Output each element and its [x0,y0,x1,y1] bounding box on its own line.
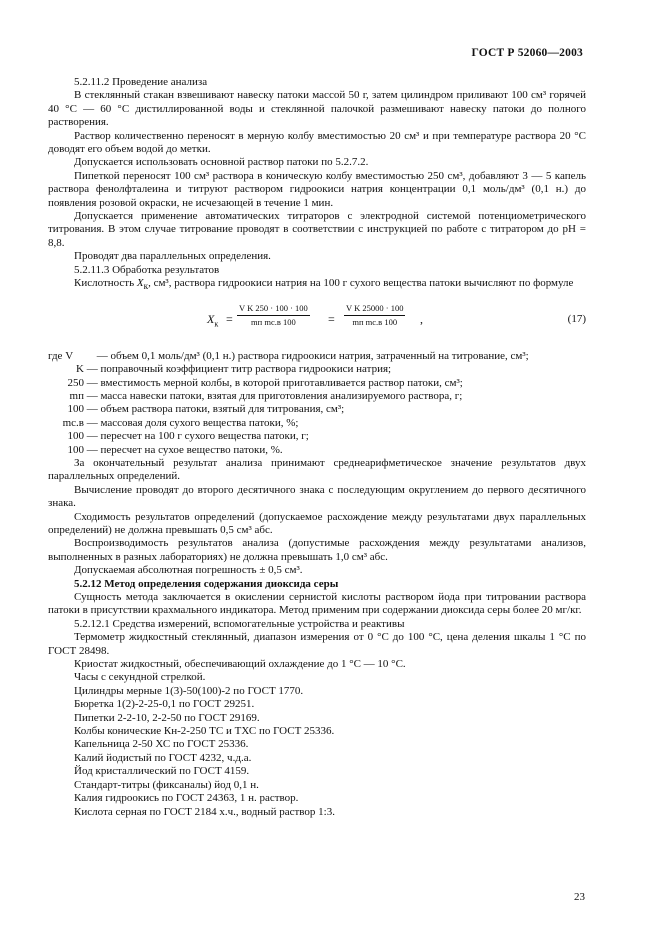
section-5-2-11-2-title: 5.2.11.2 Проведение анализа [74,76,208,88]
list-item: Капельница 2-50 ХС по ГОСТ 25336. [74,738,249,751]
list-item: Криостат жидкостный, обеспечивающий охлаждение до 1 °С — 10 °С. [74,658,406,671]
definition-row: где V — объем 0,1 моль/дм³ (0,1 н.) раствора гидроокиси натрия, затраченный на титрование, см³; [48,349,529,362]
paragraph: Термометр жидкостный стеклянный, диапазон измерения от 0 °С до 100 °С, цена деления шкалы 1 °С по ГОСТ 28498. [48,631,586,657]
definition-row: K — поправочный коэффициент титр раствора гидроокиси натрия; [76,363,392,376]
section-5-2-12-1-title: 5.2.12.1 Средства измерений, вспомогательные устройства и реактивы [74,617,405,630]
paragraph: Сходимость результатов определений (допускаемое расхождение между результатами двух параллельных определений) не должна превышать 0,5 см³ абс. [48,510,586,536]
paragraph: Проводят два параллельных определения. [74,250,271,263]
document-body [48,76,586,819]
paragraph: Допускается применение автоматических титраторов с электродной системой потенциометрического титрования. В этом случае титрование проводят в соответствии с инструкцией по работе с титратором до рН = 8,8. [48,210,586,249]
list-item: Цилиндры мерные 1(3)-50(100)-2 по ГОСТ 1770. [74,684,304,697]
definition-row: 100 — объем раствора патоки, взятый для титрования, см³; [67,403,345,416]
equipment-list [48,658,586,819]
section-5-2-11-3-title: 5.2.11.3 Обработка результатов [74,263,220,276]
standard-code-header: ГОСТ Р 52060—2003 [471,47,583,59]
fraction-1-numerator: V K 250 · 100 · 100 [237,303,310,316]
fraction-2-numerator: V K 25000 · 100 [344,303,405,316]
definition-row: 250 — вместимость мерной колбы, в которой приготавливается раствор патоки, см³; [67,376,463,389]
acidity-subscript: к [143,281,149,292]
definition-row: 100 — пересчет на сухое вещество патоки, %. [67,443,283,456]
paragraph: Допускается использовать основной раствор патоки по 5.2.7.2. [74,156,369,169]
formula-comma: , [420,311,423,326]
list-item: Пипетки 2-2-10, 2-2-50 по ГОСТ 29169. [74,711,260,724]
list-item: Колбы конические Кн-2-250 ТС и ТХС по ГОСТ 25336. [74,725,335,738]
list-item: Часы с секундной стрелкой. [74,671,206,684]
formula-17 [48,300,586,346]
section-5-2-12-title: 5.2.12 Метод определения содержания диоксида серы [74,577,339,590]
page-number: 23 [574,891,585,903]
list-item: Калия гидроокись по ГОСТ 24363, 1 н. раствор. [74,792,299,805]
formula-equals-2: = [328,311,335,326]
list-item: Йод кристаллический по ГОСТ 4159. [74,765,250,778]
formula-fraction-1 [237,303,310,328]
paragraph: Раствор количественно переносят в мерную колбу вместимостью 20 см³ и при температуре раствора 20 °С доводят его объем водой до метки. [48,129,586,156]
paragraph: Пипеткой переносят 100 см³ раствора в коническую колбу вместимостью 250 см³, добавляют 3 — 5 капель раствора фенолфталеина и титруют раствором гидроокиси натрия концентрации 0,1 моль/дм³ (0,1 н.) до появления розовой окраски, не исчезающей в течение 1 мин. [48,169,586,209]
paragraph: Допускаемая абсолютная погрешность ± 0,5 см³. [74,564,303,577]
paragraph: Сущность метода заключается в окислении сернистой кислоты раствором йода при титровании раствора патоки в присутствии крахмального индикатора. Метод применим при содержании диоксида серы более 20 мг/кг. [48,591,586,617]
formula-definitions [48,350,586,457]
fraction-1-denominator: mп mс.в 100 [251,316,296,327]
intro-text-rest: , см³, раствора гидроокиси натрия на 100 г сухого вещества патоки вычисляют по формуле [148,277,574,290]
list-item: Бюретка 1(2)-2-25-0,1 по ГОСТ 29251. [74,698,255,711]
formula-number: (17) [567,312,586,325]
definition-row: mс.в — массовая доля сухого вещества патоки, %; [62,416,299,429]
paragraph: Вычисление проводят до второго десятичного знака с последующим округлением до первого десятичного знака. [48,483,586,510]
paragraph: За окончательный результат анализа принимают среднеарифметическое значение результатов двух параллельных определений. [48,456,586,483]
intro-text: Кислотность [74,277,137,290]
acidity-intro-paragraph [48,277,586,294]
list-item: Стандарт-титры (фиксаналы) йод 0,1 н. [74,778,259,791]
definition-row: mп — масса навески патоки, взятая для приготовления анализируемого раствора, г; [69,389,463,402]
formula-fraction-2 [344,303,405,328]
fraction-2-denominator: mп mс.в 100 [352,316,398,327]
formula-equals-1: = [226,311,233,326]
paragraph: Воспроизводимость результатов анализа (допустимые расхождения между результатами анализов, выполненных в разных лабораториях) не должна превышать 1,0 см³ абс. [48,537,586,563]
acidity-symbol: X [136,277,144,290]
definition-row: 100 — пересчет на 100 г сухого вещества патоки, г; [67,430,309,443]
formula-lhs: $X_к$ [207,311,219,329]
list-item: Кислота серная по ГОСТ 2184 х.ч., водный раствор 1:3. [74,805,335,818]
list-item: Калий йодистый по ГОСТ 4232, ч.д.а. [74,751,252,764]
paragraph: В стеклянный стакан взвешивают навеску патоки массой 50 г, затем цилиндром приливают 100 см³ горячей 40 °С — 60 °С дистиллированной воды и стеклянной палочкой размешивают навеску патоки до полного растворения. [48,89,586,129]
